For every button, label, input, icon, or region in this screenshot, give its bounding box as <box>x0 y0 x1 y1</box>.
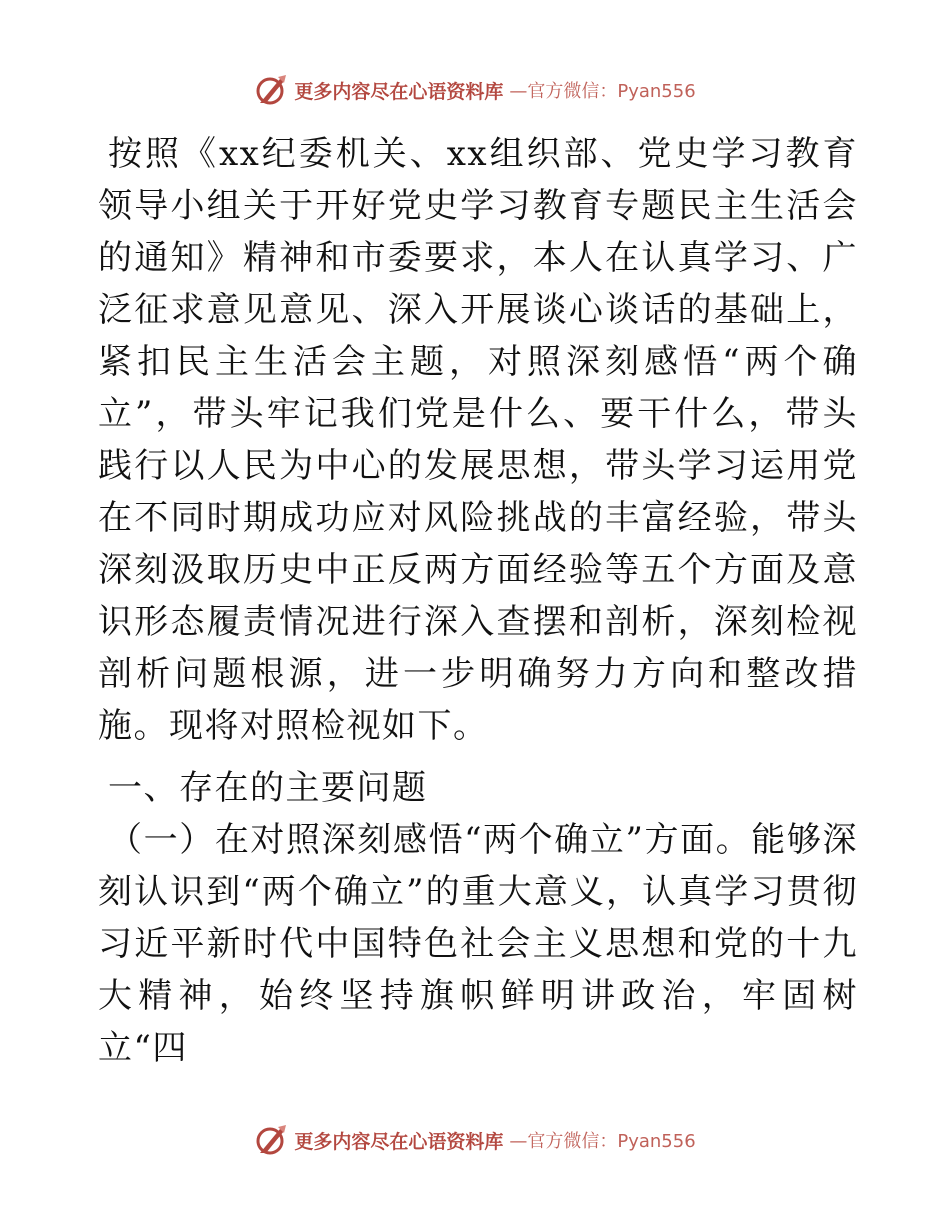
watermark-brand: 更多内容尽在心语资料库 <box>294 1130 504 1153</box>
intro-paragraph: 按照《xx纪委机关、xx组织部、党史学习教育领导小组关于开好党史学习教育专题民主生活会的通知》精神和市委要求，本人在认真学习、广泛征求意见意见、深入开展谈心谈话的基础上，紧扣民主生活会主题，对照深刻感悟“两个确立”，带头牢记我们党是什么、要干什么，带头践行以人民为中心的发展思想，带头学习运用党在不同时期成功应对风险挑战的丰富经验，带头深刻汲取历史中正反两方面经验等五个方面及意识形态履责情况进行深入查摆和剖析，深刻检视剖析问题根源，进一步明确努力方向和整改措施。现将对照检视如下。 <box>98 134 858 746</box>
quill-logo-icon <box>254 1123 288 1157</box>
watermark-banner-bottom <box>0 1120 950 1160</box>
watermark-contact: —官方微信：Pyan556 <box>509 81 696 102</box>
watermark-brand: 更多内容尽在心语资料库 <box>294 80 504 103</box>
section-paragraph: （一）在对照深刻感悟“两个确立”方面。能够深刻认识到“两个确立”的重大意义，认真学习贯彻习近平新时代中国特色社会主义思想和党的十九大精神，始终坚持旗帜鲜明讲政治，牢固树立“四 <box>98 820 858 1068</box>
quill-logo-icon <box>254 73 288 107</box>
section-heading: 一、存在的主要问题 <box>108 768 428 808</box>
watermark-banner-top <box>0 70 950 110</box>
watermark-contact: —官方微信：Pyan556 <box>509 1131 696 1152</box>
document-body <box>98 128 858 1074</box>
